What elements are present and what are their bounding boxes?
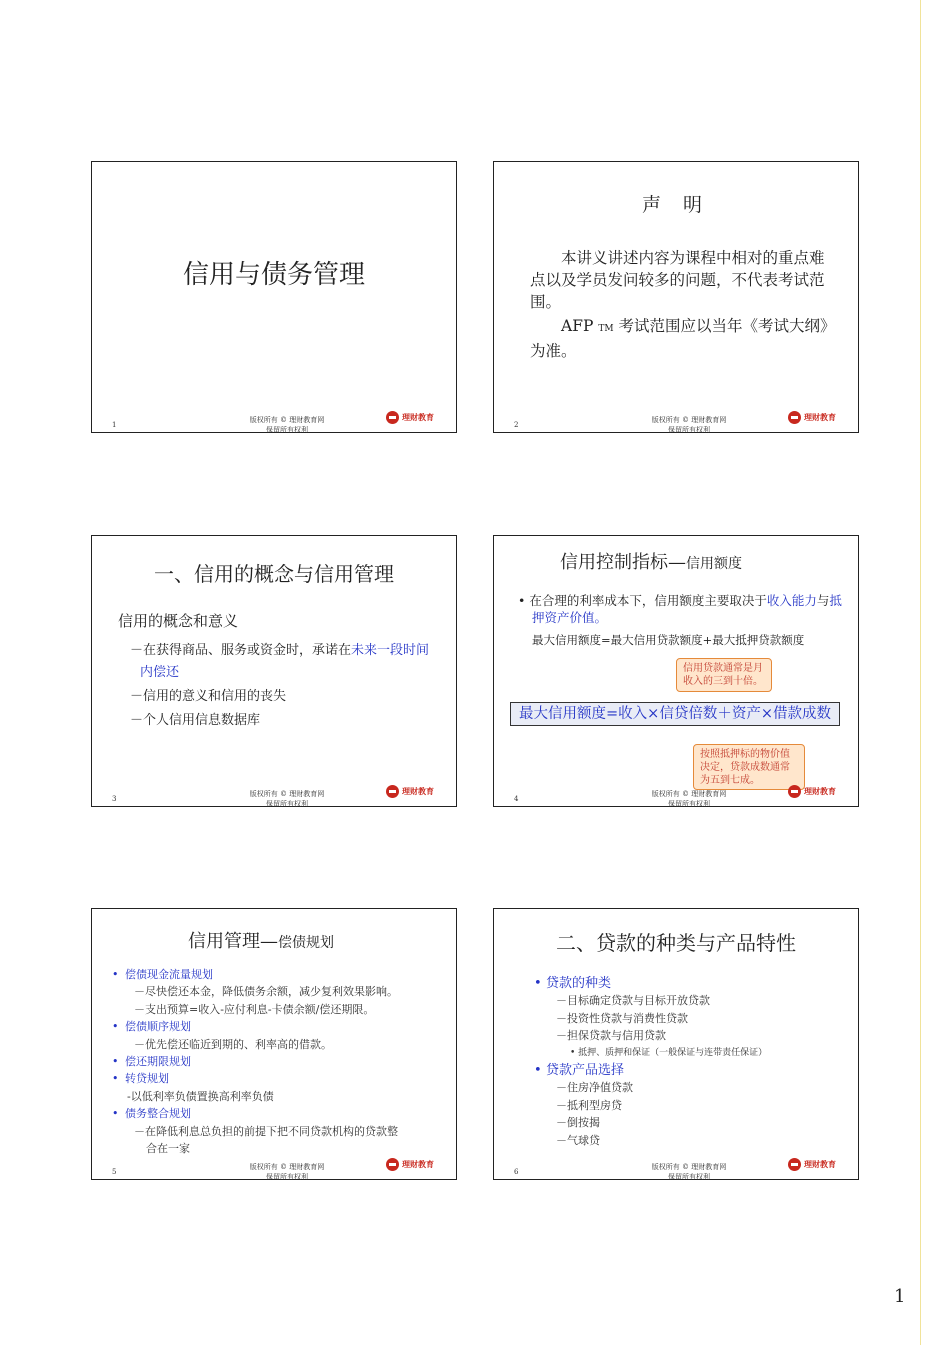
declaration-paragraph-2: AFP TM 考试范围应以当年《考试大纲》为准。 bbox=[530, 317, 828, 360]
slide-6 bbox=[493, 908, 859, 1180]
slide-number: 2 bbox=[514, 421, 519, 429]
slide-title: 一、信用的概念与信用管理 bbox=[154, 562, 394, 586]
slide-copyright: 版权所有 © 理财教育网 保留所有权利 bbox=[249, 1163, 325, 1181]
logo: 理财教育 bbox=[788, 784, 844, 798]
slide-number: 6 bbox=[514, 1168, 519, 1176]
logo: 理财教育 bbox=[386, 410, 442, 424]
slide-number: 1 bbox=[112, 421, 117, 429]
formula-box: 最大信用额度=收入×信贷倍数＋资产×借款成数 bbox=[510, 702, 840, 726]
list-item: • 偿债顺序规划 bbox=[112, 1018, 442, 1035]
logo-icon bbox=[386, 411, 399, 424]
list-item: • 债务整合规划 bbox=[112, 1105, 442, 1122]
slide-copyright: 版权所有 © 理财教育网 保留所有权利 bbox=[249, 416, 325, 434]
callout-credit-loan: 信用贷款通常是月收入的三到十倍。 bbox=[676, 658, 772, 692]
slide-4 bbox=[493, 535, 859, 807]
list-item: 合在一家 bbox=[146, 1142, 190, 1156]
slide-number: 4 bbox=[514, 795, 519, 803]
list-item: －尽快偿还本金，降低债务余额，减少复利效果影响。 bbox=[134, 985, 398, 999]
list-item: －在获得商品、服务或资金时，承诺在未来一段时间内偿还 bbox=[130, 643, 430, 680]
slide-list bbox=[534, 975, 844, 1149]
list-item: －优先偿还临近到期的、利率高的借款。 bbox=[134, 1037, 332, 1051]
logo-icon bbox=[788, 411, 801, 424]
list-item: －住房净值贷款 bbox=[556, 1081, 633, 1095]
slide-title: 二、贷款的种类与产品特性 bbox=[556, 931, 796, 955]
slide-1 bbox=[91, 161, 457, 433]
slide-copyright: 版权所有 © 理财教育网 保留所有权利 bbox=[249, 790, 325, 808]
list-item: －支出预算=收入-应付利息-卡债余额/偿还期限。 bbox=[134, 1002, 375, 1016]
declaration-paragraph-1: 本讲义讲述内容为课程中相对的重点难点以及学员发问较多的问题，不代表考试范围。 bbox=[530, 249, 825, 311]
slide-copyright: 版权所有 © 理财教育网 保留所有权利 bbox=[651, 1163, 727, 1181]
slide-copyright: 版权所有 © 理财教育网 保留所有权利 bbox=[651, 790, 727, 808]
slide-number: 5 bbox=[112, 1168, 117, 1176]
logo: 理财教育 bbox=[788, 410, 844, 424]
list-item: • 偿还期限规划 bbox=[112, 1053, 442, 1070]
list-item: －倒按揭 bbox=[556, 1116, 600, 1130]
list-item: －目标确定贷款与目标开放贷款 bbox=[556, 994, 710, 1008]
list-item: -以低利率负债置换高利率负债 bbox=[127, 1089, 274, 1103]
list-item: －信用的意义和信用的丧失 bbox=[130, 689, 287, 704]
logo: 理财教育 bbox=[386, 1157, 442, 1171]
list-item: • 抵押、质押和保证（一般保证与连带责任保证） bbox=[570, 1047, 768, 1058]
slide-title: 声 明 bbox=[641, 194, 711, 216]
list-item: • 贷款的种类 bbox=[534, 975, 844, 992]
slide-body bbox=[530, 247, 830, 364]
slide-3 bbox=[91, 535, 457, 807]
list-item: －担保贷款与信用贷款 bbox=[556, 1029, 666, 1043]
list-item: －在降低利息总负担的前提下把不同贷款机构的贷款整 bbox=[134, 1124, 398, 1138]
slide-2 bbox=[493, 161, 859, 433]
page-number: 1 bbox=[894, 1286, 906, 1307]
slide-title: 信用与债务管理 bbox=[182, 260, 365, 290]
logo: 理财教育 bbox=[386, 784, 442, 798]
formula-text: 最大信用额度=最大信用贷款额度+最大抵押贷款额度 bbox=[532, 633, 805, 647]
logo: 理财教育 bbox=[788, 1157, 844, 1171]
slide-list bbox=[112, 966, 442, 1157]
slide-subtitle: 信用的概念和意义 bbox=[118, 612, 239, 630]
callout-mortgage: 按照抵押标的物价值决定，贷款成数通常为五到七成。 bbox=[693, 744, 805, 790]
slide-title: 信用控制指标—信用额度 bbox=[560, 552, 742, 573]
list-item: －气球贷 bbox=[556, 1133, 600, 1147]
list-item: • 贷款产品选择 bbox=[534, 1062, 844, 1079]
page-margin-rule bbox=[920, 0, 921, 1345]
list-item: －个人信用信息数据库 bbox=[130, 713, 261, 728]
list-item: • 在合理的利率成本下，信用额度主要取决于收入能力与抵押资产价值。 bbox=[518, 593, 842, 625]
logo-icon bbox=[386, 785, 399, 798]
slide-number: 3 bbox=[112, 795, 117, 803]
slide-copyright: 版权所有 © 理财教育网 保留所有权利 bbox=[651, 416, 727, 434]
logo-icon bbox=[788, 785, 801, 798]
list-item: • 偿债现金流量规划 bbox=[112, 966, 442, 983]
slide-title: 信用管理—偿债规划 bbox=[188, 931, 334, 952]
slide-5 bbox=[91, 908, 457, 1180]
logo-icon bbox=[788, 1158, 801, 1171]
list-item: －投资性贷款与消费性贷款 bbox=[556, 1011, 688, 1025]
list-item: • 转贷规划 bbox=[112, 1070, 442, 1087]
logo-icon bbox=[386, 1158, 399, 1171]
list-item: －抵利型房贷 bbox=[556, 1098, 622, 1112]
slide-list bbox=[130, 640, 440, 734]
